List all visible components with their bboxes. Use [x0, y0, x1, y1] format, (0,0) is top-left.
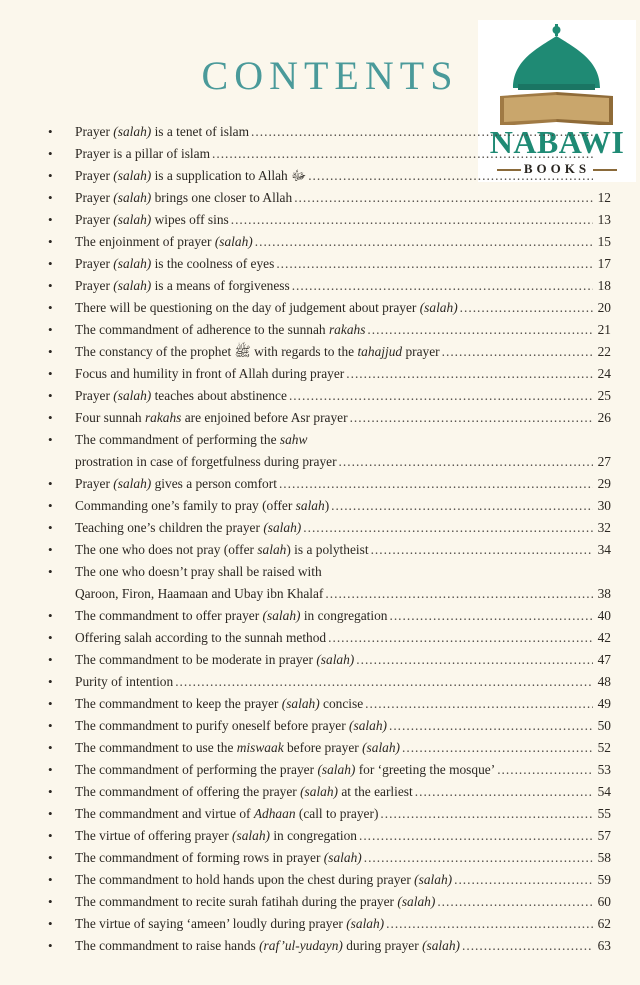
toc-page-number: 54 — [597, 784, 611, 799]
toc-entry-line — [75, 363, 611, 385]
toc-entry-line — [75, 693, 611, 715]
toc-entry-line — [75, 781, 611, 803]
toc-entry-line — [75, 715, 611, 737]
toc-entry — [48, 693, 611, 715]
toc-entry-line — [75, 627, 611, 649]
toc-entry — [48, 385, 611, 407]
entry-text-part: ) — [324, 498, 330, 513]
entry-text-part: (salah) — [113, 168, 152, 183]
entry-text-part: Adhaan — [253, 806, 296, 821]
entry-text-part: brings one closer to Allah — [151, 190, 293, 205]
toc-entry-title — [75, 341, 440, 363]
dot-leader — [389, 605, 593, 627]
entry-text-part: (salah) — [362, 740, 401, 755]
entry-text-part: salah — [295, 498, 325, 513]
toc-entry-line — [75, 297, 611, 319]
toc-entry — [48, 715, 611, 737]
toc-entry-title — [75, 847, 362, 869]
toc-page-number: 57 — [597, 828, 611, 843]
toc-entry-line — [75, 539, 611, 561]
entry-text-part: (salah) — [214, 234, 253, 249]
toc-entry-line — [75, 891, 611, 913]
toc-entry-line — [75, 473, 611, 495]
entry-text-part: The one who doesn’t pray shall be raised with — [75, 564, 322, 579]
entry-text-part: The virtue of offering prayer — [75, 828, 233, 843]
dot-leader — [255, 231, 593, 253]
toc-page-number: 15 — [597, 234, 611, 249]
entry-text-part: (salah) — [317, 762, 356, 777]
entry-text-part: (salah) — [300, 784, 339, 799]
toc-entry-line — [75, 737, 611, 759]
dot-leader — [289, 385, 593, 407]
toc-entry-title — [75, 209, 229, 231]
toc-entry — [48, 759, 611, 781]
entry-text-part: is a means of forgiveness — [151, 278, 290, 293]
toc-entry — [48, 121, 611, 143]
dot-leader — [402, 737, 593, 759]
toc-entry-line — [75, 231, 611, 253]
toc-page-number: 47 — [597, 652, 611, 667]
toc-entry — [48, 869, 611, 891]
dot-leader — [303, 517, 593, 539]
toc-entry-line — [75, 869, 611, 891]
dot-leader — [251, 121, 593, 143]
toc-entry-line — [75, 847, 611, 869]
publisher-subtitle-text: BOOKS — [523, 161, 591, 176]
toc-page-number: 24 — [597, 366, 611, 381]
toc-entry-title — [75, 517, 301, 539]
entry-text-part: concise — [319, 696, 364, 711]
toc-entry-title — [75, 605, 387, 627]
entry-text-part: is a supplication to Allah ﷻ — [151, 168, 307, 183]
toc-entry — [48, 803, 611, 825]
toc-entry — [48, 737, 611, 759]
entry-text-part: salah — [257, 542, 287, 557]
toc-entry — [48, 253, 611, 275]
dot-leader — [462, 935, 593, 957]
entry-text-part: The commandment of performing the — [75, 432, 280, 447]
toc-entry-line — [75, 935, 611, 957]
toc-entry-title — [75, 869, 452, 891]
toc-entry — [48, 671, 611, 693]
toc-entry — [48, 935, 611, 957]
entry-text-part: (salah) — [113, 476, 152, 491]
entry-text-part: (salah) — [349, 718, 387, 733]
entry-text-part: The commandment to use the — [75, 740, 237, 755]
entry-text-part: rakahs — [144, 410, 182, 425]
entry-text-part: miswaak — [236, 740, 284, 755]
dot-leader — [359, 825, 593, 847]
toc-entry-title — [75, 583, 323, 605]
toc-entry-line — [75, 143, 611, 165]
toc-entry — [48, 363, 611, 385]
entry-text-part: Prayer — [75, 212, 114, 227]
dot-leader — [454, 869, 593, 891]
toc-page-number: 42 — [597, 630, 611, 645]
toc-page-number: 63 — [597, 938, 611, 953]
entry-text-part: Teaching one’s children the prayer — [75, 520, 264, 535]
toc-entry-title — [75, 825, 357, 847]
entry-text-part: (salah) — [113, 278, 152, 293]
dot-leader — [279, 473, 593, 495]
entry-text-part: The commandment and virtue of — [75, 806, 254, 821]
toc-entry-title — [75, 737, 400, 759]
toc-entry-title — [75, 319, 365, 341]
entry-text-part: (salah) — [323, 850, 362, 865]
entry-text-part: (raf’ul-yudayn) — [259, 938, 343, 953]
dot-leader — [175, 671, 593, 693]
toc-entry — [48, 231, 611, 253]
toc-entry-line — [75, 187, 611, 209]
toc-entry-title — [75, 297, 458, 319]
mosque-dome-book-icon — [478, 20, 636, 125]
toc-entry — [48, 407, 611, 429]
dot-leader — [328, 627, 593, 649]
toc-entry-title — [75, 451, 337, 473]
dot-leader — [460, 297, 593, 319]
toc-entry-line — [75, 913, 611, 935]
toc-page-number: 34 — [597, 542, 611, 557]
entry-text-part: (salah) — [397, 894, 436, 909]
entry-text-part: (salah) — [419, 300, 458, 315]
toc-entry — [48, 297, 611, 319]
entry-text-part: is the coolness of eyes — [151, 256, 275, 271]
entry-text-part: (salah) — [113, 124, 152, 139]
entry-text-part: There will be questioning on the day of judgement about prayer — [75, 300, 420, 315]
toc-entry — [48, 429, 611, 473]
toc-entry-title — [75, 121, 249, 143]
toc-page-number: 12 — [597, 190, 611, 205]
toc-entry-line — [75, 407, 611, 429]
entry-text-part: Offering salah according to the sunnah method — [75, 630, 327, 645]
toc-entry-title — [75, 627, 326, 649]
toc-entry-line — [75, 803, 611, 825]
entry-text-part: Prayer — [75, 278, 114, 293]
entry-text-part: Commanding one’s family to pray (offer — [75, 498, 296, 513]
toc-entry-title — [75, 495, 329, 517]
entry-text-part: (salah) — [414, 872, 453, 887]
entry-text-part: The constancy of the prophet ﷺ with regards to the — [75, 344, 358, 359]
entry-text-part: The commandment to raise hands — [75, 938, 260, 953]
toc-entry — [48, 275, 611, 297]
toc-page-number: 21 — [597, 322, 611, 337]
toc-entry-title — [75, 473, 277, 495]
dot-leader — [389, 715, 593, 737]
toc-entry-line — [75, 451, 611, 473]
entry-text-part: Prayer — [75, 124, 114, 139]
entry-text-part: The commandment to recite surah fatihah during the prayer — [75, 894, 398, 909]
dot-leader — [415, 781, 593, 803]
toc-page-number: 49 — [597, 696, 611, 711]
entry-text-part: Prayer — [75, 476, 114, 491]
toc-page-number: 27 — [597, 454, 611, 469]
toc-entry — [48, 209, 611, 231]
entry-text-part: The one who does not pray (offer — [75, 542, 258, 557]
entry-text-part: sahw — [279, 432, 308, 447]
entry-text-part: (salah) — [113, 388, 152, 403]
dot-leader — [331, 495, 593, 517]
toc-page-number: 52 — [597, 740, 611, 755]
toc-entry-line — [75, 253, 611, 275]
toc-entry-title — [75, 693, 363, 715]
toc-entry-title — [75, 407, 348, 429]
dot-leader — [308, 165, 593, 187]
dot-leader — [339, 451, 593, 473]
dot-leader — [364, 847, 593, 869]
toc-entry — [48, 825, 611, 847]
toc-entry — [48, 649, 611, 671]
dot-leader — [294, 187, 593, 209]
toc-page-number: 55 — [597, 806, 611, 821]
toc-entry-line — [75, 517, 611, 539]
toc-entry — [48, 913, 611, 935]
toc-page-number: 59 — [597, 872, 611, 887]
dot-leader — [380, 803, 593, 825]
entry-text-part: Qaroon, Firon, Haamaan and Ubay ibn Khalaf — [75, 586, 324, 601]
toc-entry — [48, 605, 611, 627]
toc-entry-title — [75, 803, 378, 825]
toc-entry-line — [75, 209, 611, 231]
entry-text-part: for ‘greeting the mosque’ — [355, 762, 496, 777]
entry-text-part: teaches about abstinence — [151, 388, 287, 403]
entry-text-part: is a tenet of islam — [151, 124, 250, 139]
entry-text-part: Prayer — [75, 190, 114, 205]
toc-entry-line — [75, 583, 611, 605]
toc-page-number: 62 — [597, 916, 611, 931]
entry-text-part: gives a person comfort — [151, 476, 277, 491]
toc-page-number: 26 — [597, 410, 611, 425]
entry-text-part: The enjoinment of prayer — [75, 234, 215, 249]
toc-page-number: 38 — [597, 586, 611, 601]
entry-text-part: (salah) — [263, 520, 302, 535]
entry-text-part: at the earliest — [338, 784, 413, 799]
dot-leader — [231, 209, 593, 231]
toc-page-number: 58 — [597, 850, 611, 865]
toc-page-number: 22 — [597, 344, 611, 359]
toc-entry — [48, 187, 611, 209]
toc-entry-title — [75, 165, 306, 187]
entry-text-part: (salah) — [281, 696, 320, 711]
toc-entry — [48, 473, 611, 495]
toc-page-number: 60 — [597, 894, 611, 909]
dot-leader — [386, 913, 593, 935]
dot-leader — [442, 341, 593, 363]
entry-text-part: ) is a polytheist — [286, 542, 369, 557]
toc-entry-title — [75, 781, 413, 803]
toc-page-number: 25 — [597, 388, 611, 403]
toc-entry-first-line — [75, 561, 611, 583]
entry-text-part: The commandment to offer prayer — [75, 608, 263, 623]
entry-text-part: (salah) — [232, 828, 270, 843]
toc-entry-line — [75, 121, 611, 143]
toc-entry — [48, 561, 611, 605]
table-of-contents — [48, 121, 611, 957]
entry-text-part: (salah) — [113, 212, 152, 227]
toc-page-number: 20 — [597, 300, 611, 315]
entry-text-part: in congregation — [269, 828, 357, 843]
toc-entry-title — [75, 143, 210, 165]
entry-text-part: The commandment to hold hands upon the chest during prayer — [75, 872, 415, 887]
entry-text-part: The commandment of offering the prayer — [75, 784, 301, 799]
entry-text-part: The commandment to purify oneself before prayer — [75, 718, 350, 733]
dot-leader — [356, 649, 593, 671]
entry-text-part: (salah) — [113, 190, 152, 205]
toc-entry-title — [75, 363, 344, 385]
toc-entry-line — [75, 495, 611, 517]
dot-leader — [350, 407, 593, 429]
toc-entry-title — [75, 275, 290, 297]
entry-text-part: The commandment to keep the prayer — [75, 696, 282, 711]
dot-leader — [212, 143, 593, 165]
toc-page-number: 48 — [597, 674, 611, 689]
toc-entry — [48, 341, 611, 363]
toc-entry-title — [75, 231, 253, 253]
toc-entry-title — [75, 671, 173, 693]
entry-text-part: rakahs — [328, 322, 366, 337]
toc-page-number: 32 — [597, 520, 611, 535]
toc-entry — [48, 891, 611, 913]
entry-text-part: Focus and humility in front of Allah during prayer — [75, 366, 345, 381]
entry-text-part: are enjoined before Asr prayer — [181, 410, 348, 425]
entry-text-part: Prayer is a pillar of islam — [75, 146, 210, 161]
page-title: CONTENTS — [201, 53, 459, 98]
entry-text-part: The commandment of forming rows in prayer — [75, 850, 324, 865]
entry-text-part: during prayer — [342, 938, 423, 953]
dot-leader — [497, 759, 593, 781]
entry-text-part: (call to prayer) — [295, 806, 379, 821]
toc-entry — [48, 165, 611, 187]
dot-leader — [292, 275, 593, 297]
toc-entry-title — [75, 891, 435, 913]
toc-entry-title — [75, 759, 495, 781]
entry-text-part: in congregation — [300, 608, 388, 623]
toc-entry — [48, 495, 611, 517]
entry-text-part: Prayer — [75, 256, 114, 271]
toc-page-number: 30 — [597, 498, 611, 513]
toc-entry-line — [75, 825, 611, 847]
entry-text-part: The commandment to be moderate in prayer — [75, 652, 317, 667]
dot-leader — [365, 693, 593, 715]
entry-text-part: (salah) — [113, 256, 152, 271]
dot-leader — [325, 583, 593, 605]
toc-entry-line — [75, 649, 611, 671]
toc-page-number: 13 — [597, 212, 611, 227]
entry-text-part: (salah) — [316, 652, 355, 667]
toc-entry — [48, 319, 611, 341]
entry-text-part: wipes off sins — [151, 212, 229, 227]
toc-entry-line — [75, 671, 611, 693]
toc-entry — [48, 539, 611, 561]
toc-entry-title — [75, 913, 384, 935]
entry-text-part: (salah) — [422, 938, 460, 953]
toc-entry-title — [75, 187, 292, 209]
toc-entry — [48, 627, 611, 649]
toc-page-number: 29 — [597, 476, 611, 491]
toc-entry-title — [75, 253, 274, 275]
toc-page-number: 18 — [597, 278, 611, 293]
entry-text-part: (salah) — [346, 916, 385, 931]
toc-entry — [48, 847, 611, 869]
dot-leader — [371, 539, 593, 561]
dot-leader — [276, 253, 593, 275]
toc-page-number: 17 — [597, 256, 611, 271]
toc-page-number: 40 — [597, 608, 611, 623]
entry-text-part: tahajjud — [357, 344, 403, 359]
toc-page-number: 50 — [597, 718, 611, 733]
dot-leader — [437, 891, 593, 913]
entry-text-part: The virtue of saying ‘ameen’ loudly during prayer — [75, 916, 347, 931]
entry-text-part: (salah) — [262, 608, 301, 623]
toc-entry-line — [75, 759, 611, 781]
entry-text-part: Four sunnah — [75, 410, 145, 425]
toc-entry-title — [75, 649, 354, 671]
toc-entry-title — [75, 539, 369, 561]
entry-text-part: prostration in case of forgetfulness during prayer — [75, 454, 337, 469]
toc-entry-line — [75, 605, 611, 627]
toc-entry-line — [75, 319, 611, 341]
toc-entry — [48, 781, 611, 803]
entry-text-part: prayer — [402, 344, 440, 359]
dot-leader — [346, 363, 593, 385]
entry-text-part: before prayer — [283, 740, 363, 755]
toc-entry-title — [75, 935, 460, 957]
entry-text-part: The commandment of performing the prayer — [75, 762, 318, 777]
entry-text-part: Purity of intention — [75, 674, 174, 689]
toc-entry-first-line — [75, 429, 611, 451]
toc-entry — [48, 143, 611, 165]
toc-page-number: 53 — [597, 762, 611, 777]
toc-entry-line — [75, 275, 611, 297]
publisher-name: NABAWI — [489, 124, 625, 160]
entry-text-part: The commandment of adherence to the sunnah — [75, 322, 329, 337]
toc-entry-line — [75, 385, 611, 407]
entry-text-part: Prayer — [75, 168, 114, 183]
entry-text-part: Prayer — [75, 388, 114, 403]
toc-entry-title — [75, 385, 287, 407]
toc-entry-line — [75, 165, 611, 187]
toc-entry — [48, 517, 611, 539]
toc-entry-line — [75, 341, 611, 363]
toc-entry-title — [75, 715, 387, 737]
dot-leader — [367, 319, 593, 341]
